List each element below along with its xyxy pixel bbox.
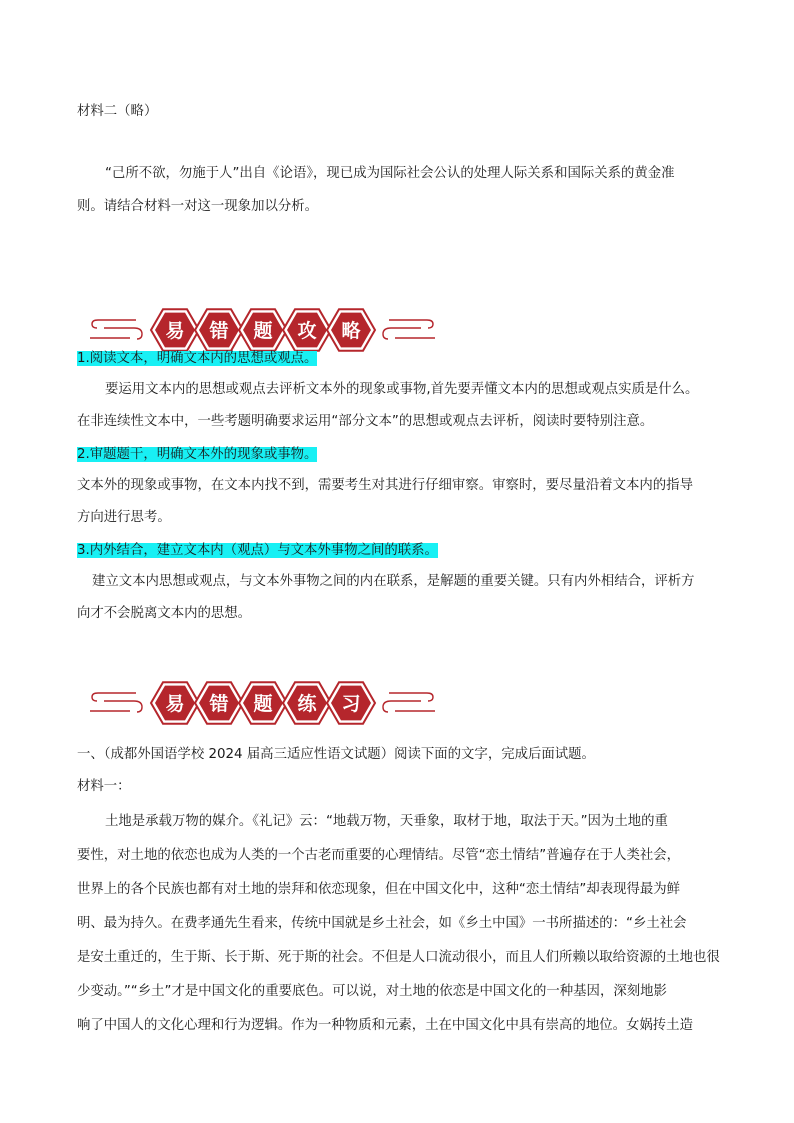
banner-char: 题: [253, 693, 273, 715]
passage-line-7: 响了中国人的文化心理和行为逻辑。作为一种物质和元素，土在中国文化中具有崇高的地位。女娲抟土造: [77, 1018, 693, 1033]
strategy-2-heading: 2.审题题干，明确文本外的现象或事物。: [77, 447, 318, 462]
strategy-2-line-2: 方向进行思考。: [77, 510, 171, 525]
banner-char: 攻: [297, 320, 317, 342]
passage-line-2: 要性，对土地的依恋也成为人类的一个古老而重要的心理情结。尽管“恋土情结”普遍存在于人类社会，: [77, 848, 681, 863]
banner-char: 习: [341, 693, 361, 715]
banner-ornament: [90, 673, 435, 735]
question-line-2: 则。请结合材料一对这一现象加以分析。: [77, 199, 319, 214]
banner-char: 易: [165, 320, 185, 342]
material-1-label: 材料一：: [77, 779, 131, 794]
exercise-intro: 一、（成都外国语学校 2024 届高三适应性语文试题）阅读下面的文字，完成后面试题。: [77, 747, 595, 762]
strategy-3-heading: 3.内外结合，建立文本内（观点）与文本外事物之间的联系。: [77, 543, 438, 558]
banner-practice: [90, 673, 435, 735]
passage-line-5: 是安土重迁的，生于斯、长于斯、死于斯的社会。不但是人口流动很小，而且人们所赖以取给资源的土地也很: [77, 950, 720, 965]
strategy-2-line-1: 文本外的现象或事物，在文本内找不到，需要考生对其进行仔细审察。审察时，要尽量沿着文本内的指导: [77, 478, 693, 493]
banner-char: 错: [209, 693, 229, 715]
question-line-1: “己所不欲，勿施于人”出自《论语》，现已成为国际社会公认的处理人际关系和国际关系的黄金准: [105, 166, 675, 181]
banner-char: 错: [209, 320, 229, 342]
passage-line-1: 土地是承载万物的媒介。《礼记》云：“地载万物，天垂象，取材于地，取法于天。”因为土地的重: [105, 814, 668, 829]
passage-line-3: 世界上的各个民族也都有对土地的崇拜和依恋现象，但在中国文化中，这种“恋土情结”却表现得最为鲜: [77, 882, 681, 897]
banner-char: 练: [297, 693, 317, 715]
strategy-1-line-2: 在非连续性文本中，一些考题明确要求运用“部分文本”的思想或观点去评析，阅读时要特别注意。: [77, 414, 654, 429]
passage-line-4: 明、最为持久。在费孝通先生看来，传统中国就是乡土社会，如《乡土中国》一书所描述的：“乡土社会: [77, 916, 687, 931]
banner-char: 题: [253, 320, 273, 342]
passage-line-6: 少变动。”“乡土”才是中国文化的重要底色。可以说，对土地的依恋是中国文化的一种基因，深刻地影: [77, 984, 667, 999]
strategy-3-line-1: 建立文本内思想或观点，与文本外事物之间的内在联系，是解题的重要关键。只有内外相结合，评析方: [92, 574, 695, 589]
strategy-3-line-2: 向才不会脱离文本内的思想。: [77, 606, 252, 621]
strategy-1-heading: 1.阅读文本，明确文本内的思想或观点。: [77, 351, 318, 366]
strategy-1-line-1: 要运用文本内的思想或观点去评析文本外的现象或事物,首先要弄懂文本内的思想或观点实质是什么。: [105, 382, 699, 397]
material-2-label: 材料二（略）: [77, 104, 158, 119]
banner-char: 易: [165, 693, 185, 715]
banner-char: 略: [341, 320, 361, 342]
